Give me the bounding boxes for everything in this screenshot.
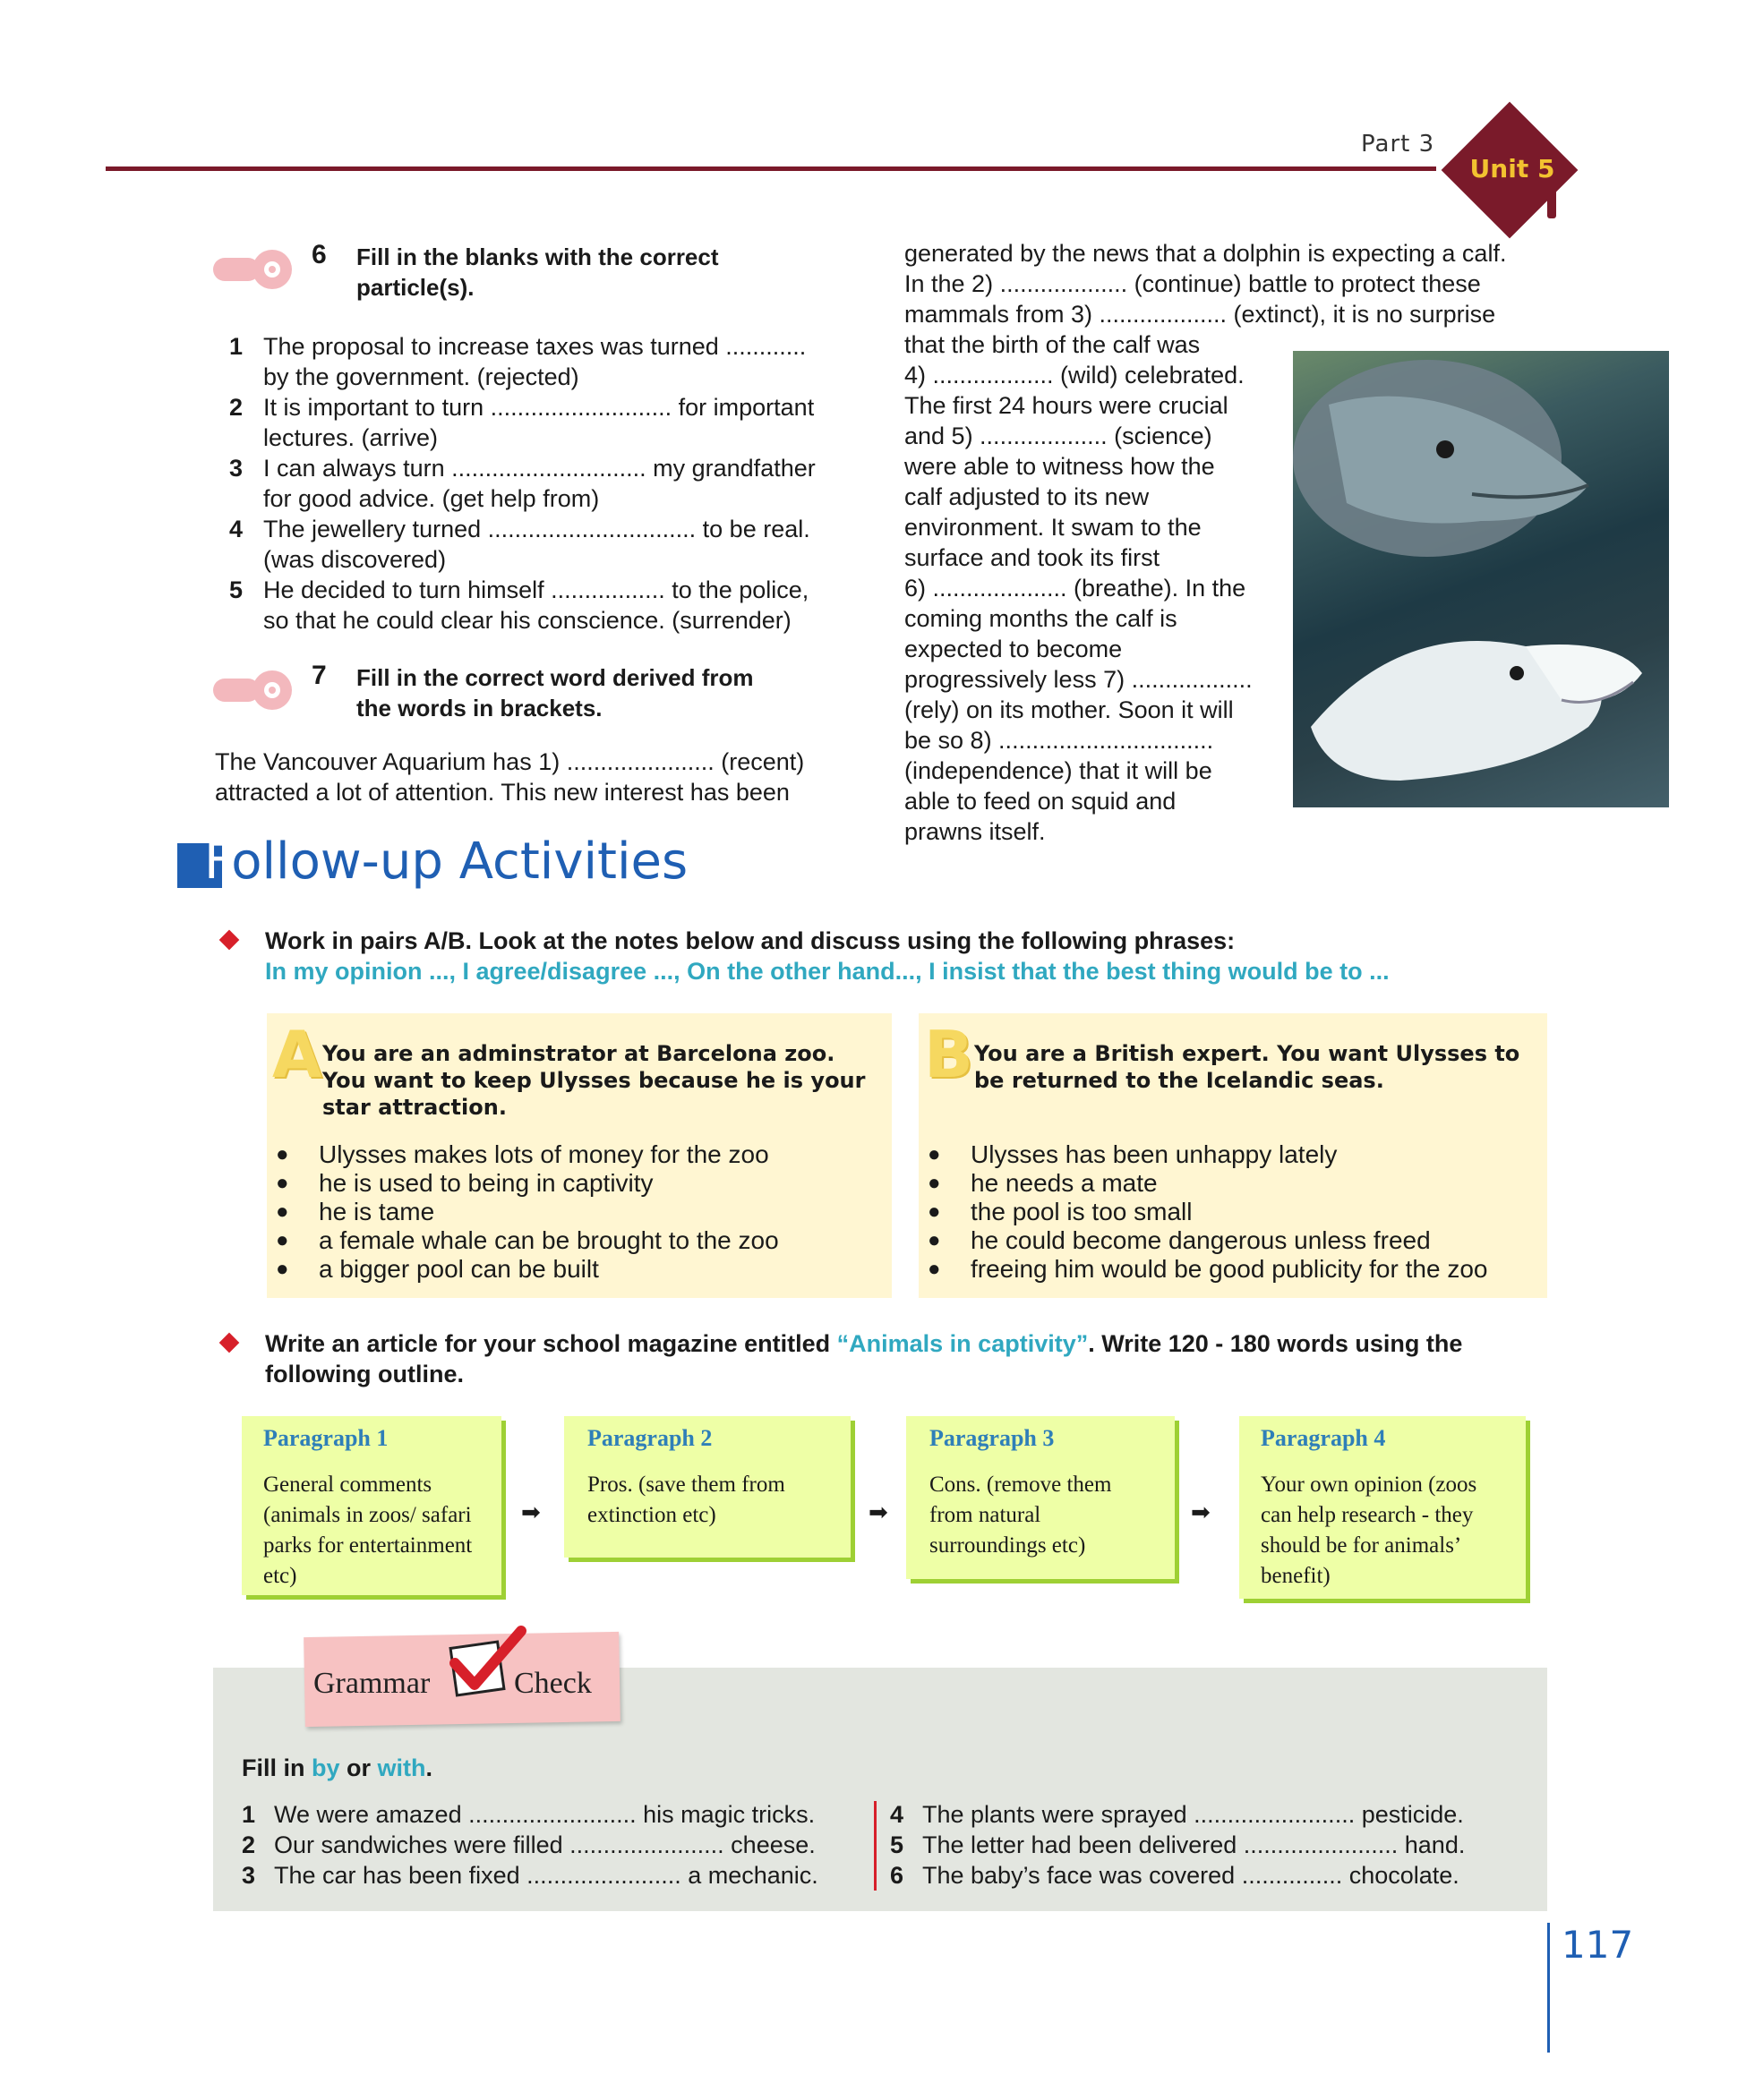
list-item: ● Ulysses makes lots of money for the zoo [276,1140,769,1168]
part-label: Part 3 [1361,131,1435,158]
item-number: 6 [890,1862,904,1889]
text-line: attracted a lot of attention. This new interest has been [215,779,790,806]
card-b-list [928,1140,1542,1284]
text-line: be so 8) ................................ [904,727,1214,754]
text-line: were able to witness how the [904,453,1215,480]
item-number: 5 [229,576,244,603]
text-line: 4) .................. (wild) celebrated. [904,362,1245,388]
list-item-text: freeing him would be good publicity for the zoo [971,1255,1488,1283]
exercise-pin-icon [213,668,299,713]
heading-initial: F [204,832,232,891]
outline-note-3 [906,1416,1175,1579]
item-number: 3 [229,455,244,482]
item-number: 1 [242,1801,256,1828]
arrow-right-icon: ➡ [869,1498,888,1525]
item-text: We were amazed ......................... his magic tricks. [274,1801,816,1828]
list-item [242,1799,860,1830]
list-item: ● freeing him would be good publicity for the zoo [928,1255,1488,1283]
page-number-bar [1547,1923,1550,2053]
text-line: and 5) ................... (science) [904,423,1212,449]
text-line: The first 24 hours were crucial [904,392,1228,419]
note-body: Your own opinion (zoos can help research - they should be for animals’ benefit) [1261,1473,1477,1588]
task-2 [265,1328,1536,1389]
task-1-phrases: In my opinion ..., I agree/disagree ..., On the other hand..., I insist that the best thing would be to ... [265,958,1390,985]
outline-note-2 [564,1416,851,1558]
item-number: 1 [229,333,244,360]
exercise-6-title [356,242,719,303]
task-2-title: “Animals in captivity” [836,1330,1089,1357]
item-number: 5 [890,1831,904,1858]
note-heading: Paragraph 3 [929,1425,1055,1451]
list-item-text: a bigger pool can be built [319,1255,599,1283]
list-item [890,1830,1535,1860]
exercise-7-text-right-top [904,238,1545,329]
text-line: environment. It swam to the [904,514,1202,541]
note-body: Pros. (save them from extinction etc) [587,1473,785,1527]
instr-by: by [312,1754,340,1781]
text-line: calf adjusted to its new [904,483,1150,510]
text-line: surface and took its first [904,544,1160,571]
exercise-6-list [229,331,856,636]
exercise-6-number: 6 [312,240,327,269]
list-item-text: Ulysses has been unhappy lately [971,1140,1338,1168]
text-line: progressively less 7) .................. [904,666,1253,693]
followup-heading [204,832,688,891]
unit-badge-tab [1547,179,1556,218]
card-letter: B [924,1017,973,1092]
list-item [890,1860,1535,1891]
note-heading: Paragraph 4 [1261,1425,1386,1451]
item-text: The car has been fixed ....................... a mechanic. [274,1862,818,1889]
text-line: that the birth of the calf was [904,331,1201,358]
exercise-6-title-line-1: Fill in the blanks with the correct [356,243,719,270]
text-line: The Vancouver Aquarium has 1) ...................... (recent) [215,748,805,775]
instr-text: Fill in [242,1754,312,1781]
list-item-text: he needs a mate [971,1169,1158,1197]
grammar-list-right [890,1799,1535,1891]
instr-with: with [377,1754,426,1781]
item-number: 4 [890,1801,904,1828]
exercise-7-text-right-narrow [904,329,1267,847]
text-line: (rely) on its mother. Soon it will [904,696,1234,723]
item-text: lectures. (arrive) [263,424,439,451]
instr-or: or [339,1754,378,1781]
text-line: In the 2) ................... (continue) battle to protect these [904,270,1481,297]
dolphin-photo [1293,351,1669,807]
heading-rest: ollow-up Activities [231,832,689,891]
list-item [229,514,856,575]
text-line: expected to become [904,636,1123,662]
task-bullet-icon [219,1333,240,1353]
item-text: so that he could clear his conscience. (surrender) [263,607,792,634]
outline-note-1 [242,1416,501,1595]
list-item [242,1860,860,1891]
list-item [229,392,856,453]
card-a-list [276,1140,885,1284]
card-lead: You are a British expert. You want Ulysses to be returned to the Icelandic seas. [974,1041,1520,1093]
item-number: 2 [229,394,244,421]
card-letter: A [272,1017,322,1092]
list-item: ● he is tame [276,1198,435,1225]
item-text: The baby’s face was covered ............... chocolate. [922,1862,1459,1889]
text-line: mammals from 3) ................... (extinct), it is no surprise [904,301,1496,328]
list-item [229,575,856,636]
list-item: ● the pool is too small [928,1198,1193,1225]
item-number: 4 [229,516,244,542]
item-text: (was discovered) [263,546,447,573]
text-line: coming months the calf is [904,605,1177,632]
item-text: for good advice. (get help from) [263,485,600,512]
instr-end: . [425,1754,433,1781]
text-line: (independence) that it will be [904,757,1212,784]
item-text: The jewellery turned ............................... to be real. [263,516,810,542]
arrow-right-icon: ➡ [1191,1498,1211,1525]
dolphin-illustration [1293,351,1669,807]
item-text: I can always turn ............................. my grandfather [263,455,816,482]
list-item [890,1799,1535,1830]
header-rule [106,166,1436,171]
exercise-pin-icon [213,247,299,292]
card-lead: You are an adminstrator at Barcelona zoo. You want to keep Ulysses because he is your star attraction. [322,1041,866,1120]
grammar-tag-right: Check [514,1667,592,1700]
task-1-text: Work in pairs A/B. Look at the notes below and discuss using the following phrases: [265,927,1236,954]
list-item: ● he is used to being in captivity [276,1169,654,1197]
note-heading: Paragraph 1 [263,1425,389,1451]
task-2-text: Write an article for your school magazine entitled [265,1330,837,1357]
grammar-tag-left: Grammar [313,1667,431,1700]
grammar-divider [874,1801,877,1891]
list-item [229,453,856,514]
list-item-text: a female whale can be brought to the zoo [319,1226,779,1254]
task-bullet-icon [219,930,240,951]
item-text: The plants were sprayed ........................ pesticide. [922,1801,1464,1828]
role-card-b [919,1013,1547,1298]
list-item: ● he needs a mate [928,1169,1158,1197]
grammar-list-left [242,1799,860,1891]
item-text: It is important to turn ........................... for important [263,394,815,421]
unit-label: Unit 5 [1469,154,1555,184]
text-line: prawns itself. [904,818,1046,845]
item-text: Our sandwiches were filled ....................... cheese. [274,1831,816,1858]
item-number: 2 [242,1831,256,1858]
exercise-7-text-left [215,747,856,807]
page-number: 117 [1562,1923,1634,1967]
list-item-text: he could become dangerous unless freed [971,1226,1431,1254]
text-line: generated by the news that a dolphin is expecting a calf. [904,240,1507,267]
task-1 [265,926,1536,986]
note-body: General comments (animals in zoos/ safari parks for entertainment etc) [263,1473,473,1588]
list-item: ● he could become dangerous unless freed [928,1226,1431,1254]
list-item [229,331,856,392]
exercise-6-title-line-2: particle(s). [356,274,475,301]
task-2-text-cont: . Write 120 - 180 words using the [1088,1330,1463,1357]
exercise-7-number: 7 [312,661,327,690]
list-item-text: he is used to being in captivity [319,1169,654,1197]
item-number: 3 [242,1862,256,1889]
exercise-7-title-line-2: the words in brackets. [356,695,603,721]
role-card-a [267,1013,892,1298]
task-2-text-end: following outline. [265,1361,464,1387]
grammar-instruction [242,1753,432,1783]
note-body: Cons. (remove them from natural surroundings etc) [929,1473,1112,1558]
exercise-7-title-line-1: Fill in the correct word derived from [356,664,754,691]
text-line: 6) .................... (breathe). In the [904,575,1246,602]
item-text: The proposal to increase taxes was turned ............ [263,333,807,360]
list-item-text: Ulysses makes lots of money for the zoo [319,1140,769,1168]
list-item: ● a female whale can be brought to the zoo [276,1226,779,1254]
list-item-text: he is tame [319,1198,435,1225]
list-item: ● Ulysses has been unhappy lately [928,1140,1338,1168]
outline-note-4 [1239,1416,1526,1599]
arrow-right-icon: ➡ [521,1498,541,1525]
item-text: The letter had been delivered ....................... hand. [922,1831,1466,1858]
list-item: ● a bigger pool can be built [276,1255,599,1283]
item-text: by the government. (rejected) [263,363,579,390]
exercise-7-title [356,662,754,723]
text-line: able to feed on squid and [904,788,1177,815]
list-item [242,1830,860,1860]
item-text: He decided to turn himself ................. to the police, [263,576,809,603]
note-heading: Paragraph 2 [587,1425,713,1451]
list-item-text: the pool is too small [971,1198,1193,1225]
